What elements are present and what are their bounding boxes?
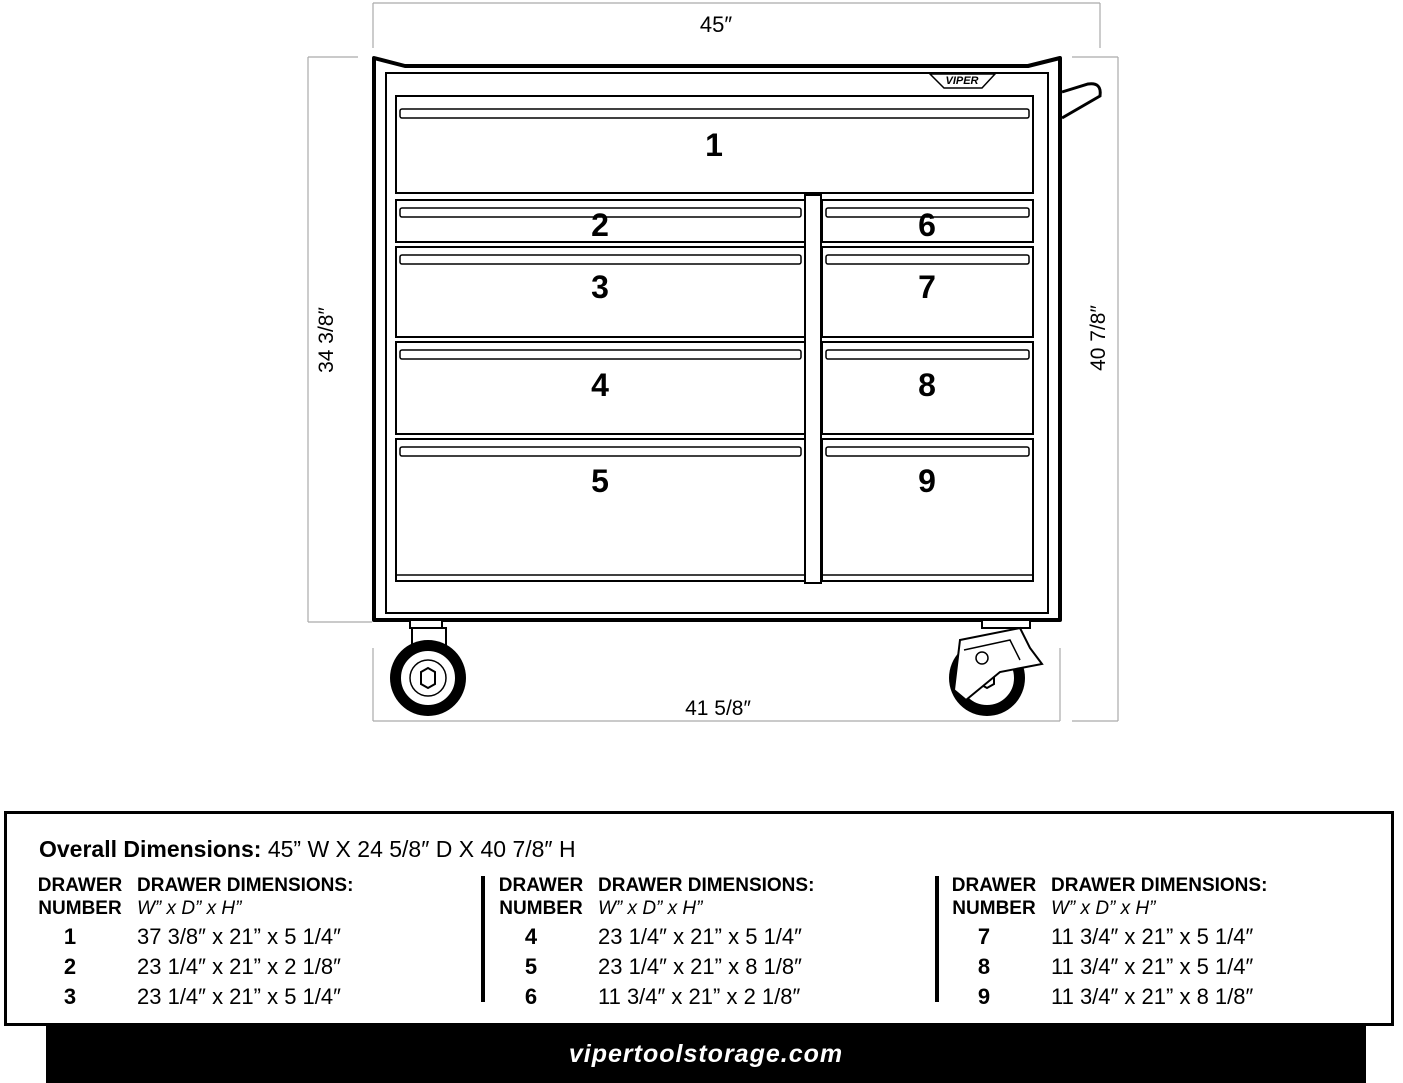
caster-right-brake xyxy=(949,620,1042,716)
dimension-right-height: 40 7/8″ xyxy=(1087,305,1110,371)
table-row xyxy=(35,954,455,984)
drawer-number: 9 xyxy=(977,984,991,1009)
overall-dimensions-value: 45” W X 24 5/8″ D X 40 7/8″ H xyxy=(267,836,576,862)
header-drawer-number: DRAWER NUMBER xyxy=(498,875,584,919)
drawer-label-5: 5 xyxy=(591,463,609,499)
drawer-9 xyxy=(822,439,1033,581)
drawer-dimensions: 23 1/4″ x 21” x 5 1/4″ xyxy=(598,924,802,949)
drawer-dimensions: 37 3/8″ x 21” x 5 1/4″ xyxy=(137,924,341,949)
dimension-top-width: 45″ xyxy=(699,12,733,37)
drawer-number: 3 xyxy=(63,984,77,1009)
viper-logo-text: VIPER xyxy=(945,75,979,87)
drawer-number: 6 xyxy=(524,984,538,1009)
drawer-label-2: 2 xyxy=(591,207,609,243)
table-row xyxy=(496,984,916,1014)
header-dimensions-label: DRAWER DIMENSIONS: xyxy=(1051,875,1268,896)
drawer-1 xyxy=(396,96,1033,193)
header-dimensions-label: DRAWER DIMENSIONS: xyxy=(598,875,815,896)
table-row xyxy=(496,924,916,954)
dimension-left-height: 34 3/8″ xyxy=(315,307,338,373)
drawer-dimensions: 23 1/4″ x 21” x 8 1/8″ xyxy=(598,954,802,979)
header-dimensions-units: W” x D” x H” xyxy=(598,898,703,919)
drawer-label-3: 3 xyxy=(591,269,609,305)
dimension-bottom-width: 41 5/8″ xyxy=(685,697,751,720)
drawer-dimensions: 11 3/4″ x 21” x 5 1/4″ xyxy=(1051,924,1254,949)
footer-website-link[interactable]: vipertoolstorage.com xyxy=(46,1026,1366,1083)
drawer-dimensions: 11 3/4″ x 21” x 5 1/4″ xyxy=(1051,954,1254,979)
header-drawer-dimensions xyxy=(1051,874,1267,920)
header-dimensions-units: W” x D” x H” xyxy=(1051,898,1156,919)
drawer-5 xyxy=(396,439,805,581)
drawer-7 xyxy=(822,247,1033,337)
drawer-4 xyxy=(396,342,805,434)
table-row xyxy=(35,924,455,954)
drawer-6 xyxy=(822,200,1033,243)
table-row xyxy=(35,984,455,1014)
drawer-label-6: 6 xyxy=(918,207,936,243)
drawer-number: 2 xyxy=(63,954,77,979)
overall-dimensions xyxy=(39,836,576,863)
header-drawer-number: DRAWER NUMBER xyxy=(951,875,1037,919)
table-row xyxy=(949,924,1369,954)
column-divider xyxy=(481,876,485,1002)
header-dimensions-label: DRAWER DIMENSIONS: xyxy=(137,875,354,896)
drawer-label-9: 9 xyxy=(918,463,936,499)
drawer-dimensions: 11 3/4″ x 21” x 8 1/8″ xyxy=(1051,984,1254,1009)
drawer-number: 4 xyxy=(524,924,538,949)
drawer-number: 7 xyxy=(977,924,991,949)
header-drawer-dimensions xyxy=(598,874,814,920)
drawer-number: 8 xyxy=(977,954,991,979)
drawer-dimensions: 11 3/4″ x 21” x 2 1/8″ xyxy=(598,984,801,1009)
cabinet-center-divider xyxy=(805,195,821,583)
header-drawer-number: DRAWER NUMBER xyxy=(37,875,123,919)
table-row xyxy=(949,954,1369,984)
header-dimensions-units: W” x D” x H” xyxy=(137,898,242,919)
drawer-label-7: 7 xyxy=(918,269,936,305)
header-drawer-dimensions xyxy=(137,874,353,920)
overall-dimensions-label: Overall Dimensions: xyxy=(39,836,262,862)
column-divider xyxy=(935,876,939,1002)
drawer-label-4: 4 xyxy=(591,367,609,403)
table-row xyxy=(949,984,1369,1014)
drawer-label-1: 1 xyxy=(705,127,723,163)
drawer-label-8: 8 xyxy=(918,367,936,403)
drawer-dimensions: 23 1/4″ x 21” x 5 1/4″ xyxy=(137,984,341,1009)
drawer-3 xyxy=(396,247,805,337)
side-handle xyxy=(1062,84,1100,118)
table-row xyxy=(496,954,916,984)
drawer-8 xyxy=(822,342,1033,434)
specifications-panel xyxy=(4,811,1394,1026)
caster-left xyxy=(390,620,466,716)
drawer-number: 5 xyxy=(524,954,538,979)
drawer-dimensions: 23 1/4″ x 21” x 2 1/8″ xyxy=(137,954,341,979)
drawer-number: 1 xyxy=(63,924,77,949)
drawer-2 xyxy=(396,200,805,243)
